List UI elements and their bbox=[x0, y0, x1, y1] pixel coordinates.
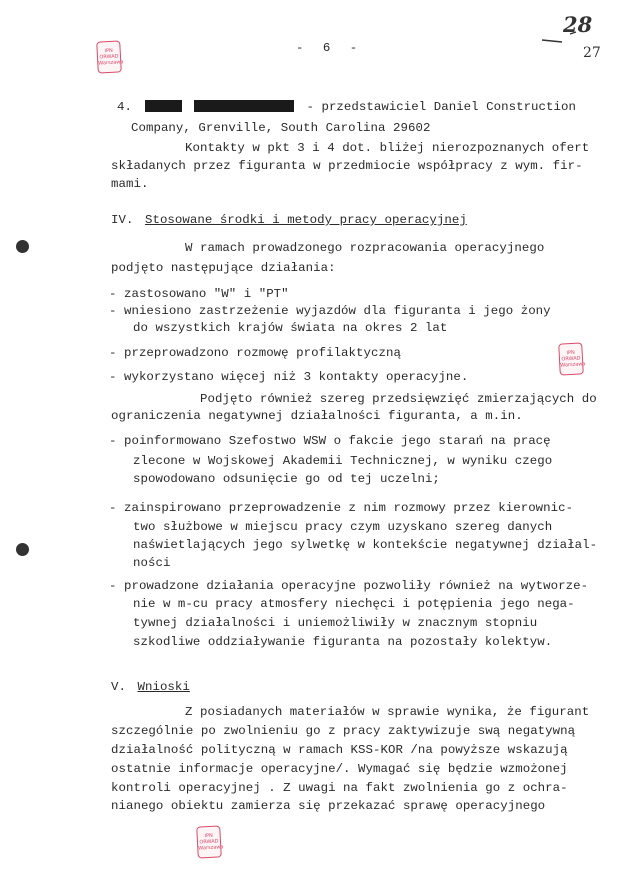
section-number: IV. bbox=[111, 213, 134, 227]
bullet-item: - poinformowano Szefostwo WSW o fakcie jego starań na pracę bbox=[109, 434, 551, 448]
text-line: szczególnie po zwolnieniu go z pracy zaktywizuje swą negatywną bbox=[111, 724, 576, 738]
bullet-item: - zainspirowano przeprowadzenie z nim rozmowy przez kierownic- bbox=[109, 501, 574, 515]
redaction-bar bbox=[194, 100, 294, 112]
stamp-text: ORWAD bbox=[561, 355, 581, 363]
bullet-item: - zastosowano "W" i "PT" bbox=[109, 287, 289, 301]
stamp-text: Warszawa bbox=[98, 59, 124, 67]
section-title: Stosowane środki i metody pracy operacyjnej bbox=[144, 213, 467, 227]
text-line: kontroli operacyjnej . Z uwagi na fakt zwolnienia go z ochra- bbox=[111, 781, 568, 795]
handwritten-top-number: 28 bbox=[563, 12, 593, 37]
bullet-continuation: do wszystkich krajów świata na okres 2 lat bbox=[133, 321, 448, 335]
page-number: - 6 - bbox=[296, 41, 364, 55]
archive-stamp-top-left bbox=[96, 40, 122, 73]
item-text: - przedstawiciel Daniel Construction bbox=[306, 100, 576, 114]
text-line: W ramach prowadzonego rozpracowania operacyjnego bbox=[185, 241, 545, 255]
stamp-text: IPN bbox=[566, 349, 575, 357]
bullet-continuation: nie w m-cu pracy atmosfery niechęci i potępienia jego nega- bbox=[133, 597, 575, 611]
stamp-text: Warszawa bbox=[198, 844, 224, 852]
punch-hole-bottom bbox=[16, 543, 29, 556]
section-heading bbox=[111, 680, 190, 694]
item-4-line1 bbox=[117, 100, 576, 114]
text-line: ograniczenia negatywnej działalności figuranta, a m.in. bbox=[111, 409, 523, 423]
item-number: 4. bbox=[117, 100, 132, 114]
stamp-text: IPN bbox=[204, 832, 213, 840]
bullet-continuation: ności bbox=[133, 556, 171, 570]
bullet-item: - przeprowadzono rozmowę profilaktyczną bbox=[109, 346, 401, 360]
text-line: Kontakty w pkt 3 i 4 dot. bliżej nierozpoznanych ofert bbox=[185, 141, 590, 155]
text-line: Podjęto również szereg przedsięwzięć zmierzających do bbox=[200, 392, 597, 406]
redaction-bar bbox=[145, 100, 182, 112]
stamp-text: IPN bbox=[104, 47, 113, 55]
punch-hole-top bbox=[16, 240, 29, 253]
text-line: ostatnie informacje operacyjne/. Wymagać się będzie wzmożonej bbox=[111, 762, 568, 776]
bullet-continuation: naświetlających jego sylwetkę w kontekście negatywnej działal- bbox=[133, 538, 598, 552]
section-number: V. bbox=[111, 680, 126, 694]
archive-stamp-middle-right bbox=[558, 342, 584, 375]
stamp-text: ORWAD bbox=[199, 838, 219, 846]
text-line: Company, Grenville, South Carolina 29602 bbox=[131, 121, 431, 135]
archive-stamp-bottom bbox=[196, 825, 222, 858]
handwritten-page-number: 27 bbox=[583, 45, 601, 61]
section-heading bbox=[111, 213, 467, 227]
text-line: działalność polityczną w ramach KSS-KOR /na powyższe wskazują bbox=[111, 743, 568, 757]
section-title: Wnioski bbox=[137, 680, 190, 694]
bullet-continuation: zlecone w Wojskowej Akademii Technicznej, w wyniku czego bbox=[133, 454, 553, 468]
bullet-item: - wniesiono zastrzeżenie wyjazdów dla figuranta i jego żony bbox=[109, 304, 551, 318]
stamp-text: ORWAD bbox=[99, 53, 119, 61]
bullet-continuation: two służbowe w miejscu pracy czym uzyskano szereg danych bbox=[133, 520, 553, 534]
bullet-continuation: szkodliwe oddziaływanie figuranta na pozostały kolektyw. bbox=[133, 635, 553, 649]
text-line: nianego obiektu zamierza się przekazać sprawę operacyjnego bbox=[111, 799, 546, 813]
text-line: składanych przez figuranta w przedmiocie współpracy z wym. fir- bbox=[111, 159, 583, 173]
stamp-text: Warszawa bbox=[560, 361, 586, 369]
bullet-item: - prowadzone działania operacyjne pozwoliły również na wytworze- bbox=[109, 579, 589, 593]
text-line: mami. bbox=[111, 177, 149, 191]
text-line: podjęto następujące działania: bbox=[111, 261, 336, 275]
bullet-continuation: tywnej działalności i uniemożliwiły w znacznym stopniu bbox=[133, 616, 538, 630]
bullet-item: - wykorzystano więcej niż 3 kontakty operacyjne. bbox=[109, 370, 469, 384]
bullet-continuation: spowodowano odsunięcie go od tej uczelni; bbox=[133, 472, 440, 486]
text-line: Z posiadanych materiałów w sprawie wynika, że figurant bbox=[185, 705, 590, 719]
